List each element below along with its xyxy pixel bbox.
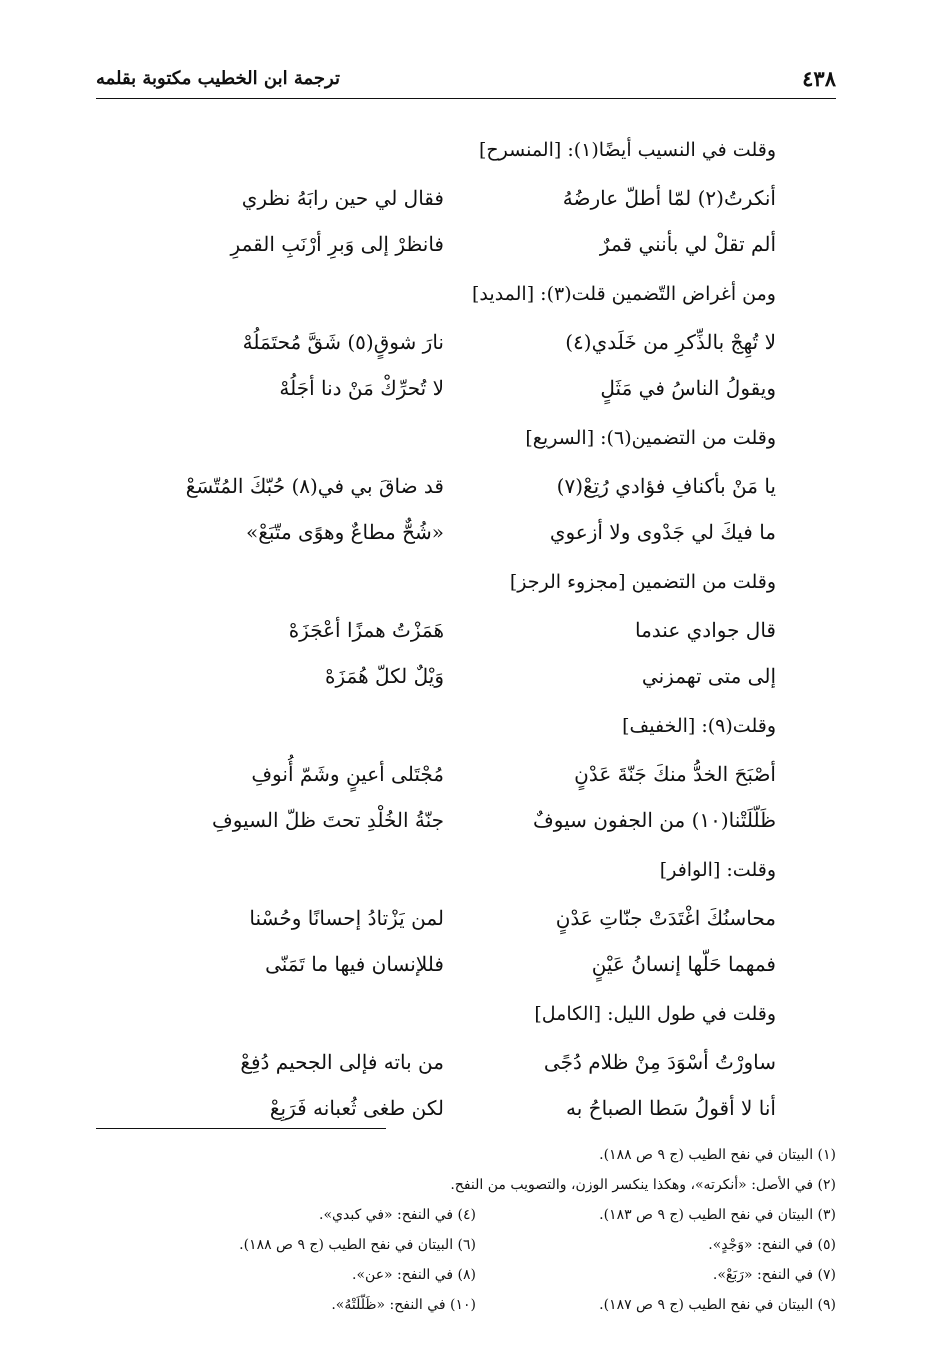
footnote-line bbox=[96, 1200, 836, 1230]
verse-first-hemistich: ساورْتُ أسْوَدَ مِنْ ظلام دُجًى bbox=[543, 1050, 776, 1074]
section-intro: وقلت في طول الليل: [الكامل] bbox=[534, 1003, 776, 1025]
footnote: (٨) في النفح: «عن». bbox=[352, 1267, 476, 1283]
footnote-line bbox=[96, 1260, 836, 1290]
verse-first-hemistich: ما فيكَ لي جَدْوى ولا أزعوي bbox=[549, 520, 776, 544]
verse-second-hemistich: جنّةُ الخُلْدِ تحتَ ظلّ السيوفِ bbox=[211, 808, 444, 832]
verse-block bbox=[96, 606, 836, 702]
verse-second-hemistich: فقال لي حين رابَهُ نظري bbox=[241, 186, 444, 210]
verse-second-hemistich: فانظرْ إلى وَبرِ أرْنَبِ القمرِ bbox=[230, 232, 444, 256]
verse-block bbox=[96, 750, 836, 846]
footnotes bbox=[96, 1140, 836, 1320]
footnote-line bbox=[96, 1140, 836, 1170]
verse-first-hemistich: أصْبَحَ الخدُّ منكَ جَنّةَ عَدْنٍ bbox=[574, 762, 776, 786]
footnote: (١) البيتان في نفح الطيب (ج ٩ ص ١٨٨). bbox=[599, 1147, 836, 1163]
section-intro: وقلت(٩): [الخفيف] bbox=[622, 715, 776, 737]
verse-block bbox=[96, 462, 836, 558]
verse-first-hemistich: ويقولُ الناسُ في مَثَلٍ bbox=[600, 376, 776, 400]
section-intro: وقلت: [الوافر] bbox=[659, 859, 776, 881]
verse-block bbox=[96, 1038, 836, 1134]
verse-second-hemistich: «شُحٌّ مطاعٌ وهوًى متّبَعْ» bbox=[246, 520, 444, 544]
verse-second-hemistich: وَيْلٌ لكلّ هُمَزَهْ bbox=[325, 664, 444, 688]
verse-first-hemistich: أنا لا أقولُ سَطا الصباحُ به bbox=[566, 1096, 776, 1120]
section-intro: ومن أغراض التّضمين قلت(٣): [المديد] bbox=[472, 283, 776, 305]
page-number: ٤٣٨ bbox=[802, 66, 836, 91]
verse-first-hemistich: فمهما حَلّها إنسانُ عَيْنٍ bbox=[591, 952, 776, 976]
footnote: (٧) في النفح: «رَبَعْ». bbox=[712, 1267, 836, 1283]
verse-first-hemistich: ظَلّلَتْنا(١٠) من الجفون سيوفٌ bbox=[533, 808, 776, 832]
footnote-separator bbox=[96, 1128, 386, 1129]
page-header bbox=[96, 58, 836, 94]
section-intro: وقلت من التضمين [مجزوء الرجز] bbox=[509, 571, 776, 593]
verse-second-hemistich: نارَ شوقٍ(٥) شَقَّ مُحتَمَلُهْ bbox=[242, 330, 444, 354]
section-intro: وقلت في النسيب أيضًا(١): [المنسرح] bbox=[478, 139, 776, 161]
poem-body bbox=[96, 126, 836, 1134]
verse-block bbox=[96, 174, 836, 270]
header-rule bbox=[96, 98, 836, 99]
verse-first-hemistich: يا مَنْ بأكنافِ فؤادي رُتِعْ(٧) bbox=[556, 474, 776, 498]
verse-second-hemistich: فللإنسان فيها ما تَمَنّى bbox=[265, 952, 444, 976]
verse-second-hemistich: من باته فإلى الجحيم دُفِعْ bbox=[240, 1050, 444, 1074]
verse-second-hemistich: لكن طغى ثُعبانه فَرَبِعْ bbox=[269, 1096, 444, 1120]
verse-first-hemistich: قال جوادي عندما bbox=[635, 618, 776, 642]
verse-second-hemistich: لا تُحرِّكْ مَنْ دنا أجَلُهْ bbox=[279, 376, 444, 400]
verse-first-hemistich: أنكرتُ(٢) لمّا أطلّ عارضُهُ bbox=[562, 186, 776, 210]
footnote: (٥) في النفح: «وَجْدٍ». bbox=[708, 1237, 836, 1253]
verse-second-hemistich: قد ضاقَ بي في(٨) حُبّكَ المُتّسَعْ bbox=[185, 474, 444, 498]
footnote: (٩) البيتان في نفح الطيب (ج ٩ ص ١٨٧). bbox=[599, 1297, 836, 1313]
footnote: (٢) في الأصل: «أنكرته»، وهكذا ينكسر الوزن، والتصويب من النفح. bbox=[450, 1177, 836, 1193]
verse-block bbox=[96, 894, 836, 990]
verse-first-hemistich: ألم تقلْ لي بأنني قمرٌ bbox=[599, 232, 776, 256]
running-title: ترجمة ابن الخطيب مكتوبة بقلمه bbox=[96, 68, 340, 89]
section-intro: وقلت من التضمين(٦): [السريع] bbox=[525, 427, 776, 449]
footnote-line bbox=[96, 1290, 836, 1320]
footnote-line bbox=[96, 1170, 836, 1200]
book-page bbox=[96, 58, 836, 1313]
verse-first-hemistich: لا تُهِجْ بالذِّكرِ من خَلَدي(٤) bbox=[565, 330, 776, 354]
footnote: (١٠) في النفح: «ظَلّلَتْهُ». bbox=[331, 1297, 476, 1313]
verse-first-hemistich: إلى متى تهمزني bbox=[641, 664, 776, 688]
verse-second-hemistich: مُجْتَلى أعينٍ وشَمّ أُنوفِ bbox=[251, 762, 444, 786]
verse-first-hemistich: محاسنُكَ اغْتَدَتْ جنّاتِ عَدْنٍ bbox=[555, 906, 776, 930]
verse-second-hemistich: هَمَزْتُ همزًا أعْجَزَهْ bbox=[288, 618, 444, 642]
footnote: (٦) البيتان في نفح الطيب (ج ٩ ص ١٨٨). bbox=[239, 1237, 476, 1253]
verse-second-hemistich: لمن يَزْتادُ إحسانًا وحُسْنا bbox=[249, 906, 444, 930]
verse-block bbox=[96, 318, 836, 414]
footnote-line bbox=[96, 1230, 836, 1260]
footnote: (٣) البيتان في نفح الطيب (ج ٩ ص ١٨٣). bbox=[599, 1207, 836, 1223]
footnote: (٤) في النفح: «في كبدي». bbox=[319, 1207, 476, 1223]
